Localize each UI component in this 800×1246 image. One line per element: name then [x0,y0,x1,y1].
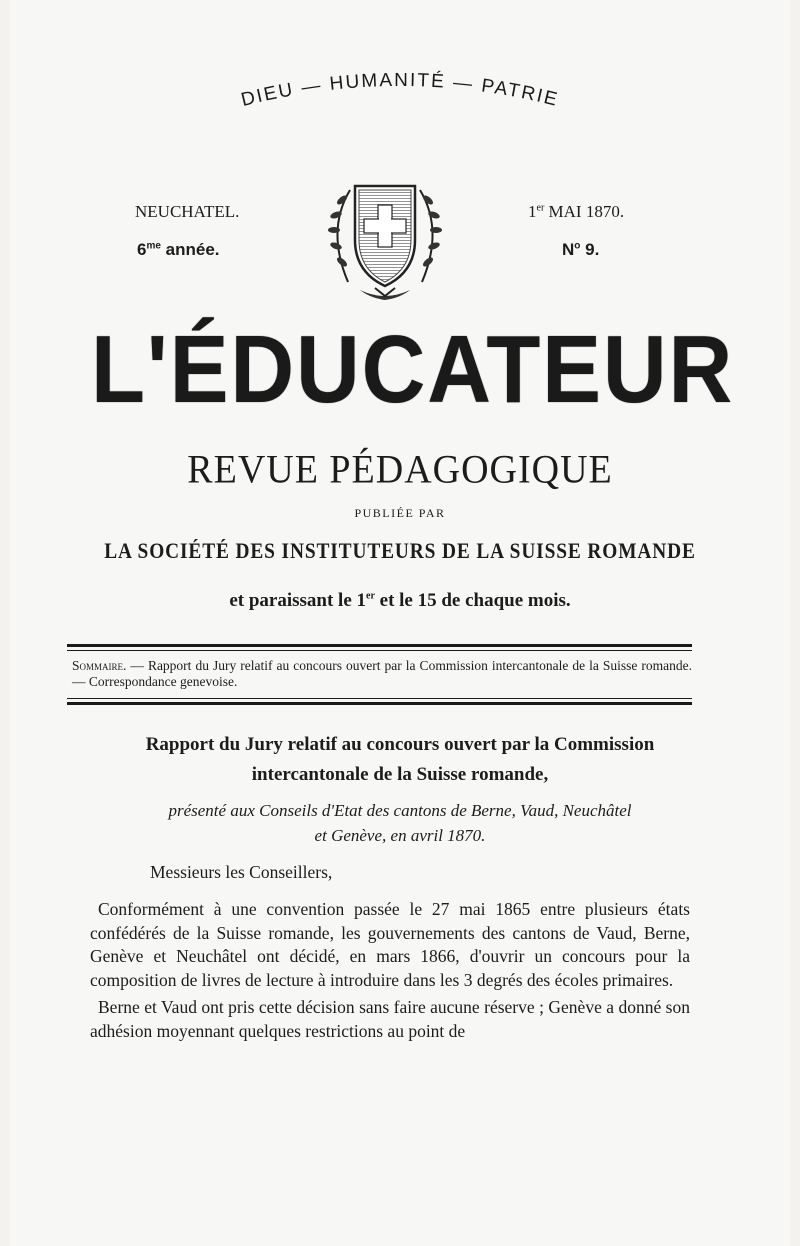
issue-number: $N^o$ 9. [562,240,600,259]
summary-text: — Rapport du Jury relatif au concours ouvert par la Commission intercantonale de la Suisse romande. — Correspondance genevoise. [72,658,692,689]
report-subtitle: présenté aux Conseils d'Etat des cantons de Berne, Vaud, Neuchâtel et Genève, en avril 1870. [168,801,632,845]
document-page [10,0,790,1246]
divider-bottom-thin [67,698,692,699]
summary-block [72,658,692,690]
motto-text: DIEU — HUMANITÉ — PATRIE [239,69,561,111]
year-label: $6^{me}$ année. [137,240,220,259]
city-label: NEUCHATEL. [135,202,240,221]
paragraph: Berne et Vaud ont pris cette décision sans faire aucune réserve ; Genève a donné son adhésion moyennant quelques restrictions au point de [90,997,690,1041]
journal-subtitle: REVUE PÉDAGOGIQUE [187,447,613,493]
journal-title: L'ÉDUCATEUR [91,316,735,423]
motto-banner [160,60,640,130]
society-name: LA SOCIÉTÉ DES INSTITUTEURS DE LA SUISSE ROMANDE [104,538,696,563]
report-title: Rapport du Jury relatif au concours ouvert par la Commission intercantonale de la Suisse romande, [145,734,655,785]
date-label: 1er MAI 1870. [528,202,625,221]
publication-schedule: et paraissant le 1er et le 15 de chaque mois. [229,590,571,611]
summary-label: Sommaire. [72,658,127,673]
divider-top [67,644,692,647]
paragraph: Conformément à une convention passée le 27 mai 1865 entre plusieurs états confédérés de la Suisse romande, les gouvernements des cantons de Vaud, Berne, Genève et Neuchâtel ont décidé, en mars 1866, d'ouvrir un concours pour la composition de livres de lecture à introduire dans les 3 degrés des écoles primaires. [90,899,690,990]
salutation: Messieurs les Conseillers, [150,862,333,882]
published-by-label: PUBLIÉE PAR [354,506,446,520]
swiss-crest-emblem [320,170,450,310]
divider-top-thin [67,650,692,651]
divider-bottom [67,702,692,705]
body-text [90,898,690,1043]
